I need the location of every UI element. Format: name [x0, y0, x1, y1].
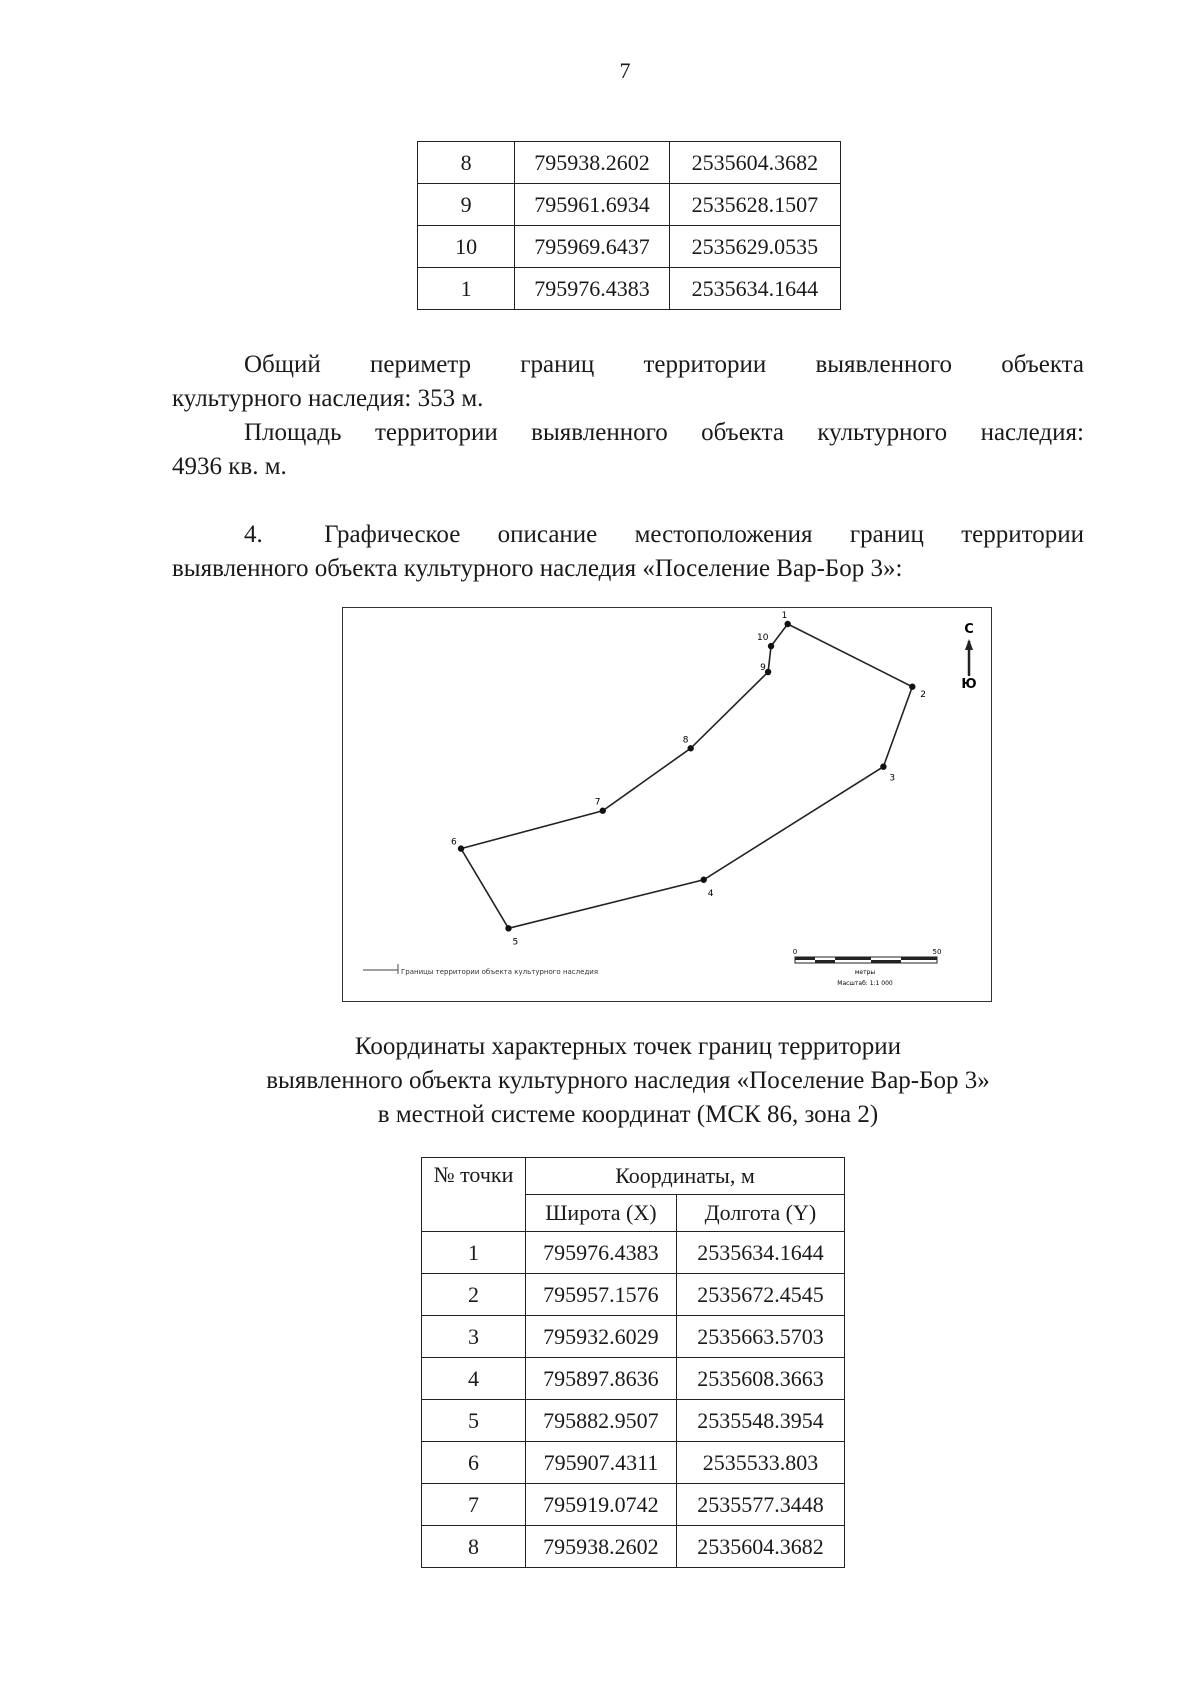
longitude-cell: 2535629.0535 [669, 226, 840, 268]
table-row [422, 1358, 845, 1400]
point-number-cell: 1 [418, 268, 515, 310]
table-row [418, 226, 841, 268]
south-label: Ю [961, 677, 977, 692]
header-latitude: Широта (X) [525, 1195, 676, 1232]
point-number-cell: 1 [422, 1232, 526, 1274]
header-point-number: № точки [422, 1158, 526, 1232]
boundary-point-marker [600, 808, 606, 814]
points-layer [451, 611, 926, 947]
word: объекта [1001, 351, 1084, 378]
longitude-cell: 2535663.5703 [676, 1316, 844, 1358]
word: территории [374, 419, 498, 446]
latitude-cell: 795976.4383 [515, 268, 669, 310]
table-caption [172, 1030, 1084, 1132]
point-number-cell: 5 [422, 1400, 526, 1442]
boundary-point-marker [784, 621, 790, 627]
coordinates-table-continued [417, 141, 841, 310]
section-4-paragraph [172, 518, 1084, 586]
perimeter-line-2: культурного наследия: 353 м. [172, 385, 484, 412]
longitude-cell: 2535634.1644 [676, 1232, 844, 1274]
section-4-line-1 [172, 518, 1084, 552]
boundary-point-label: 10 [757, 633, 769, 644]
scale-seg-4 [871, 960, 901, 963]
section-4-line-2: выявленного объекта культурного наследия «Поселение Вар-Бор 3»: [172, 555, 903, 582]
north-label: С [964, 622, 974, 637]
boundary-point-marker [687, 745, 693, 751]
boundary-point-marker [909, 684, 915, 690]
table-row [422, 1484, 845, 1526]
boundary-point-label: 7 [594, 797, 601, 808]
word: Графическое [324, 521, 461, 548]
latitude-cell: 795957.1576 [525, 1274, 676, 1316]
caption-line-2: выявленного объекта культурного наследия «Поселение Вар-Бор 3» [266, 1067, 990, 1094]
point-number-cell: 10 [418, 226, 515, 268]
longitude-cell: 2535604.3682 [669, 142, 840, 184]
latitude-cell: 795919.0742 [525, 1484, 676, 1526]
longitude-cell: 2535628.1507 [669, 184, 840, 226]
section-number: 4. [244, 521, 263, 548]
table-row [418, 268, 841, 310]
latitude-cell: 795969.6437 [515, 226, 669, 268]
latitude-cell: 795938.2602 [515, 142, 669, 184]
scale-bar [793, 948, 942, 987]
legend-text: Границы территории объекта культурного наследия [401, 968, 599, 976]
longitude-cell: 2535608.3663 [676, 1358, 844, 1400]
boundary-map [343, 608, 991, 1001]
table-row [422, 1232, 845, 1274]
latitude-cell: 795932.6029 [525, 1316, 676, 1358]
word: местоположения [634, 521, 813, 548]
word: границ [849, 521, 924, 548]
boundary-point-label: 9 [760, 662, 766, 673]
point-number-cell: 7 [422, 1484, 526, 1526]
longitude-cell: 2535672.4545 [676, 1274, 844, 1316]
scale-start-label: 0 [792, 948, 798, 956]
word: культурного [817, 419, 948, 446]
scale-end-label: 50 [932, 948, 942, 956]
table-row [422, 1526, 845, 1568]
latitude-cell: 795976.4383 [525, 1232, 676, 1274]
scale-seg-5 [901, 957, 937, 960]
longitude-cell: 2535533.803 [676, 1442, 844, 1484]
scale-seg-2 [815, 960, 835, 963]
point-number-cell: 3 [422, 1316, 526, 1358]
word: Общий [244, 351, 321, 378]
north-arrow-head [965, 639, 973, 650]
area-paragraph [172, 416, 1084, 484]
caption-line-1: Координаты характерных точек границ территории [354, 1033, 902, 1060]
boundary-point-label: 8 [682, 735, 689, 746]
boundary-point-marker [880, 763, 886, 769]
latitude-cell: 795897.8636 [525, 1358, 676, 1400]
latitude-cell: 795938.2602 [525, 1526, 676, 1568]
word: выявленного [531, 419, 668, 446]
table-row [422, 1316, 845, 1358]
boundary-polygon [461, 624, 912, 928]
page-number: 7 [619, 58, 631, 83]
map-legend [363, 964, 598, 976]
table-row [418, 142, 841, 184]
header-longitude: Долгота (Y) [676, 1195, 844, 1232]
table-row [418, 184, 841, 226]
longitude-cell: 2535604.3682 [676, 1526, 844, 1568]
scale-seg-1 [795, 957, 815, 960]
latitude-cell: 795882.9507 [525, 1400, 676, 1442]
point-number-cell: 4 [422, 1358, 526, 1400]
longitude-cell: 2535634.1644 [669, 268, 840, 310]
boundary-point-marker [458, 845, 464, 851]
caption-line-3: в местной системе координат (МСК 86, зона 2) [377, 1101, 879, 1128]
boundary-point-label: 1 [781, 611, 788, 621]
scale-text: Масштаб: 1:1 000 [837, 980, 893, 987]
boundary-point-label: 4 [707, 888, 714, 899]
boundary-map-figure [342, 607, 992, 1002]
scale-seg-3 [835, 957, 871, 960]
boundary-point-label: 3 [889, 773, 896, 784]
point-number-cell: 2 [422, 1274, 526, 1316]
word: границ [520, 351, 595, 378]
boundary-point-label: 6 [451, 837, 457, 848]
word: Площадь [244, 419, 342, 446]
area-line-2: 4936 кв. м. [172, 453, 287, 480]
latitude-cell: 795961.6934 [515, 184, 669, 226]
point-number-cell: 9 [418, 184, 515, 226]
scale-unit: метры [854, 969, 876, 976]
boundary-point-label: 5 [512, 937, 519, 948]
point-number-cell: 8 [422, 1526, 526, 1568]
longitude-cell: 2535548.3954 [676, 1400, 844, 1442]
word: территории [643, 351, 767, 378]
table-row [422, 1274, 845, 1316]
table-row [422, 1442, 845, 1484]
boundary-point-marker [701, 877, 707, 883]
north-arrow [961, 622, 976, 692]
coordinates-table [421, 1157, 845, 1568]
word: описание [497, 521, 598, 548]
word: наследия: [980, 419, 1084, 446]
boundary-point-marker [768, 643, 774, 649]
perimeter-line-1 [172, 348, 1084, 382]
longitude-cell: 2535577.3448 [676, 1484, 844, 1526]
word: объекта [701, 419, 784, 446]
area-line-1 [172, 416, 1084, 450]
perimeter-paragraph [172, 348, 1084, 416]
latitude-cell: 795907.4311 [525, 1442, 676, 1484]
word: периметр [370, 351, 472, 378]
header-coordinates: Координаты, м [525, 1158, 844, 1195]
boundary-point-marker [505, 925, 511, 931]
point-number-cell: 8 [418, 142, 515, 184]
boundary-point-label: 2 [920, 689, 927, 700]
point-number-cell: 6 [422, 1442, 526, 1484]
table-row [422, 1400, 845, 1442]
boundary-point-marker [765, 669, 771, 675]
word: территории [961, 521, 1084, 548]
word: выявленного [815, 351, 952, 378]
